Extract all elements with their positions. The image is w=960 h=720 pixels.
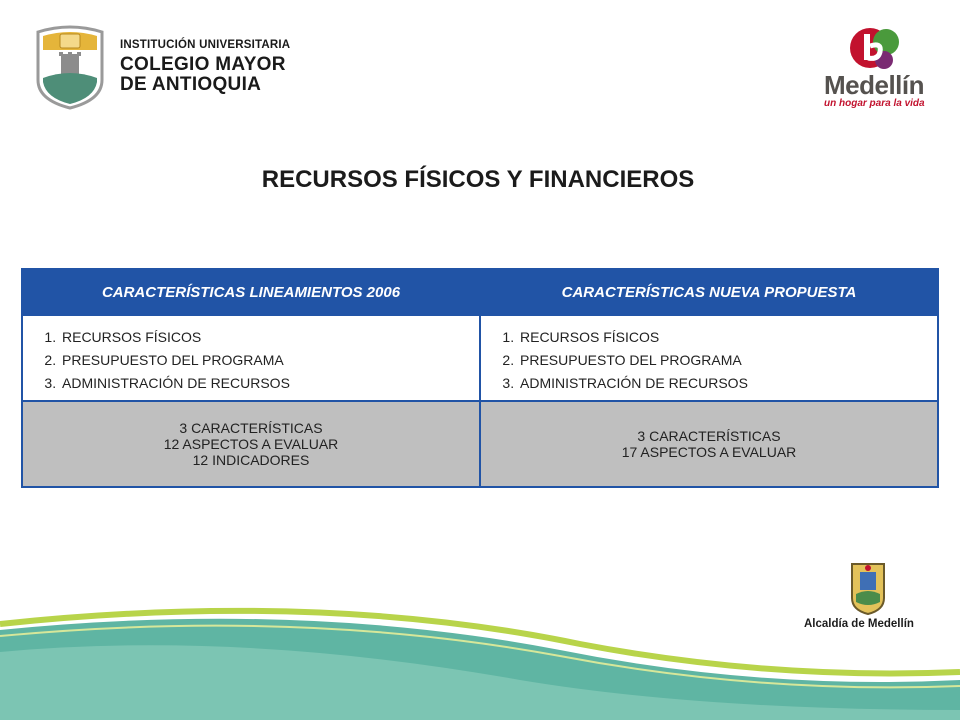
summary-line: 12 INDICADORES xyxy=(192,452,310,468)
list-item: 3. ADMINISTRACIÓN DE RECURSOS xyxy=(518,372,937,395)
page-title: RECURSOS FÍSICOS Y FINANCIEROS xyxy=(261,166,695,193)
left-summary-cell xyxy=(22,401,480,487)
list-item: 2. PRESUPUESTO DEL PROGRAMA xyxy=(518,349,937,372)
list-item: 3. ADMINISTRACIÓN DE RECURSOS xyxy=(60,372,479,395)
summary-line: 17 ASPECTOS A EVALUAR xyxy=(621,444,797,460)
alcaldia-label: Alcaldía de Medellín xyxy=(804,618,914,630)
left-items-list xyxy=(23,322,479,395)
medellin-logo xyxy=(818,26,936,112)
summary-line: 3 CARACTERÍSTICAS xyxy=(179,420,323,436)
table-row-summary xyxy=(22,401,938,487)
table-header-row xyxy=(22,269,938,315)
right-items-list xyxy=(481,322,937,395)
institution-name-line2: COLEGIO MAYOR xyxy=(120,53,286,75)
list-item: 1. RECURSOS FÍSICOS xyxy=(518,326,937,349)
header-lineamientos-2006: CARACTERÍSTICAS LINEAMIENTOS 2006 xyxy=(22,269,480,315)
institution-name-line3: DE ANTIOQUIA xyxy=(120,73,262,95)
summary-line: 12 ASPECTOS A EVALUAR xyxy=(163,436,339,452)
right-summary-cell xyxy=(480,401,938,487)
left-items-cell xyxy=(22,315,480,401)
list-item: 1. RECURSOS FÍSICOS xyxy=(60,326,479,349)
table-row-items xyxy=(22,315,938,401)
medellin-tagline: un hogar para la vida xyxy=(824,98,925,109)
summary-line: 3 CARACTERÍSTICAS xyxy=(637,428,781,444)
institution-logo xyxy=(34,24,304,110)
medellin-wordmark: Medellín xyxy=(824,70,925,100)
alcaldia-logo xyxy=(800,558,940,638)
comparison-table xyxy=(21,268,939,488)
institution-name-line1: INSTITUCIÓN UNIVERSITARIA xyxy=(120,39,291,51)
right-items-cell xyxy=(480,315,938,401)
institution-name xyxy=(120,40,290,94)
header-nueva-propuesta: CARACTERÍSTICAS NUEVA PROPUESTA xyxy=(480,269,938,315)
coat-of-arms-icon xyxy=(848,558,888,616)
list-item: 2. PRESUPUESTO DEL PROGRAMA xyxy=(60,349,479,372)
institution-shield-icon xyxy=(34,24,106,110)
medellin-emblem-icon xyxy=(818,26,936,72)
